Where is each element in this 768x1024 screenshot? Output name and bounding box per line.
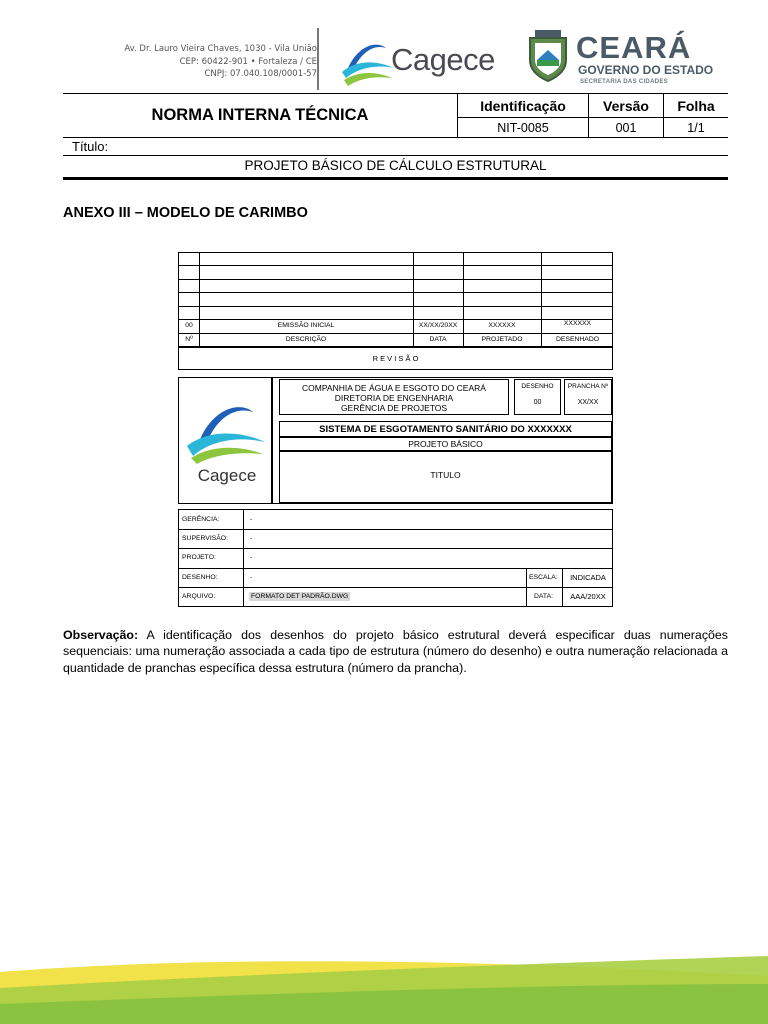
supervisao-value: -: [250, 535, 253, 542]
observation-paragraph: [63, 627, 728, 676]
norma-header-table: [63, 93, 728, 176]
id-label: Identificação: [458, 94, 589, 118]
gerencia-label: GERÊNCIA:: [182, 516, 220, 523]
data-value: AAA/20XX: [570, 592, 606, 601]
rev-header-projetado: PROJETADO: [481, 336, 523, 343]
projeto-value: -: [250, 554, 253, 561]
prancha-value: XX/XX: [577, 399, 599, 406]
escala-label: ESCALA:: [529, 574, 558, 581]
title-block: [178, 377, 613, 504]
ceara-shield-icon: [527, 30, 569, 82]
rev-desenhado: XXXXXX: [563, 320, 592, 327]
rev-header-date: DATA: [429, 336, 447, 343]
company-line: DIRETORIA DE ENGENHARIA: [334, 393, 454, 403]
arquivo-label: ARQUIVO:: [182, 593, 216, 600]
company-box: [279, 379, 509, 415]
rev-header-desenhado: DESENHADO: [555, 336, 600, 343]
gerencia-value: -: [250, 516, 253, 523]
norma-title: NORMA INTERNA TÉCNICA: [63, 94, 458, 138]
stamp-cagece-logo-icon: [183, 396, 267, 464]
supervisao-label: SUPERVISÃO:: [182, 535, 228, 542]
header-bottom-rule: [63, 177, 728, 180]
project-type: PROJETO BÁSICO: [408, 439, 483, 449]
stamp-logo-text: Cagece: [197, 466, 257, 485]
rev-number: 00: [185, 322, 193, 329]
address-line: CNPJ: 07.040.108/0001-57: [204, 69, 317, 79]
governo-text: GOVERNO DO ESTADO: [578, 63, 714, 77]
arquivo-value: FORMATO DET PADRÃO.DWG: [251, 593, 349, 600]
rev-projetado: XXXXXX: [488, 322, 516, 329]
desenho-box: [514, 379, 561, 415]
folha-label: Folha: [664, 94, 729, 118]
system-title: SISTEMA DE ESGOTAMENTO SANITÁRIO DO XXXXXXX: [319, 424, 572, 435]
address-block: [124, 43, 317, 81]
version-label: Versão: [589, 94, 664, 118]
escala-value: INDICADA: [570, 573, 606, 582]
responsibility-block: [178, 509, 613, 607]
header-divider: [317, 28, 319, 90]
id-value: NIT-0085: [458, 118, 589, 138]
stamp-titulo: TITULO: [430, 470, 461, 480]
data-label: DATA:: [534, 593, 554, 600]
desenho-row-label: DESENHO:: [182, 574, 218, 581]
rev-header-description: DESCRIÇÃO: [285, 336, 327, 343]
observation-text: A identificação dos desenhos do projeto básico estrutural deverá especificar duas numerações sequenciais: uma numeração associada a cada tipo de estrutura (número do desenho) e outra numeração relacionada a quantidade de pranchas específica dessa estrutura (número da prancha).: [63, 628, 728, 675]
projeto-label: PROJETO:: [182, 554, 216, 561]
company-line: GERÊNCIA DE PROJETOS: [340, 403, 448, 413]
version-value: 001: [589, 118, 664, 138]
prancha-box: [564, 379, 612, 415]
titulo-label: Título:: [63, 138, 728, 156]
address-line: Av. Dr. Lauro Vieira Chaves, 1030 - Vila União: [124, 44, 317, 54]
rev-date: XX/XX/20XX: [418, 322, 458, 329]
address-line: CEP: 60422-901 • Fortaleza / CE: [179, 56, 317, 67]
system-box: [279, 421, 612, 503]
cagece-logo-text: Cagece: [391, 42, 495, 77]
revision-block: [178, 252, 613, 370]
desenho-row-value: -: [250, 574, 253, 581]
folha-value: 1/1: [664, 118, 729, 138]
company-line: COMPANHIA DE ÁGUA E ESGOTO DO CEARÁ: [302, 383, 486, 393]
desenho-value: 00: [533, 399, 542, 406]
cagece-logo-icon: [340, 38, 396, 86]
rev-description: EMISSÃO INICIAL: [277, 322, 335, 329]
observation-label: Observação:: [63, 628, 139, 642]
desenho-label: DESENHO: [521, 383, 554, 390]
prancha-label: PRANCHA Nº: [567, 383, 609, 390]
ceara-logo-text: CEARÁ: [576, 30, 692, 65]
revision-label: R E V I S Ã O: [372, 354, 419, 363]
secretaria-text: SECRETARIA DAS CIDADES: [580, 79, 668, 85]
titulo-value: PROJETO BÁSICO DE CÁLCULO ESTRUTURAL: [63, 156, 728, 176]
rev-header-number: Nº: [185, 336, 193, 343]
footer-wave-decoration: [0, 954, 768, 1024]
annex-title: ANEXO III – MODELO DE CARIMBO: [63, 205, 308, 221]
